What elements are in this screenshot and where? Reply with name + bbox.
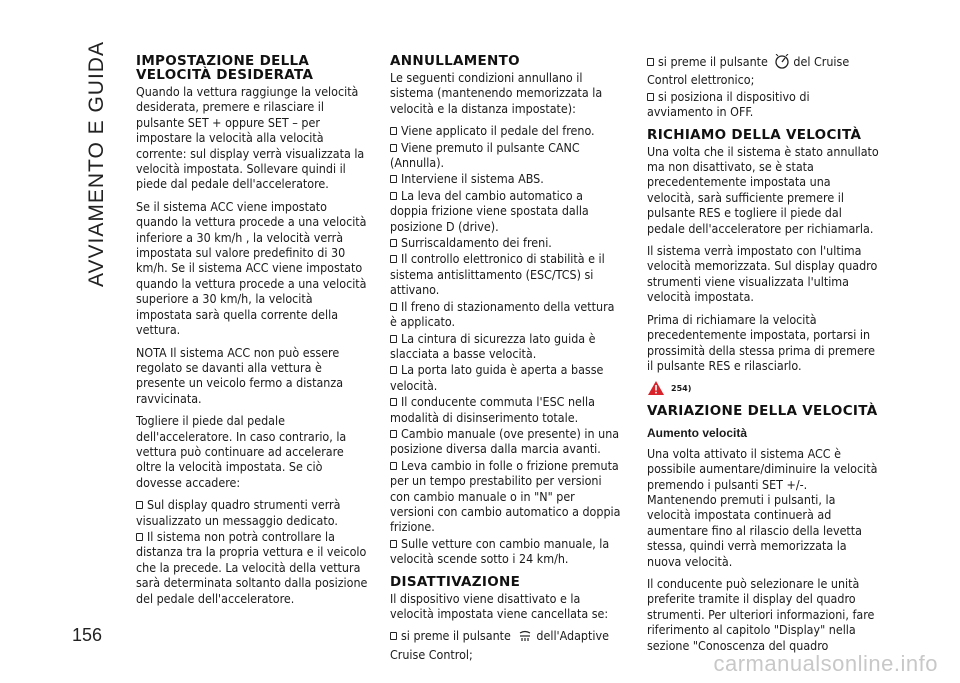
list-item: si preme il pulsante dell'Adaptive Cruise Control; — [390, 628, 609, 662]
paragraph: Se il sistema ACC viene impostato quando la vettura procede a una velocità inferiore a 30 km/h , la velocità verrà impostata sul valore predefinito di 30 km/h. Se il sistema ACC viene impostato quando la vettura procede a una velocità superiore a 30 km/h, la velocità impostata sarà quella corrente della vettura. — [136, 198, 367, 338]
list-item: Il sistema non potrà controllare la distanza tra la propria vettura e il veicolo che la precede. La velocità della vettura sarà determinata soltanto dalla posizione del pedale dell'acceleratore. — [136, 528, 368, 606]
warning-triangle-icon — [647, 380, 665, 396]
bullet-square-icon — [136, 501, 143, 509]
list-item: si posiziona il dispositivo di avviamento in OFF. — [647, 88, 810, 120]
paragraph: Togliere il piede dal pedale dell'acceleratore. In caso contrario, la vettura può continuare ad accelerare oltre la velocità impostata. Se ciò dovesse accadere: — [136, 413, 347, 490]
bullet-square-icon — [390, 540, 397, 548]
list-item: La cintura di sicurezza lato guida è slacciata a basse velocità. — [390, 330, 596, 361]
heading-cancel: ANNULLAMENTO — [390, 53, 520, 69]
warning-reference: 254) — [647, 380, 879, 396]
bullet-square-icon — [390, 255, 397, 263]
heading-speed-recall: RICHIAMO DELLA VELOCITÀ — [647, 126, 862, 143]
bullet-list — [647, 54, 879, 120]
heading-speed-setting: IMPOSTAZIONE DELLA VELOCITÀ DESIDERATA — [136, 53, 314, 83]
list-item: Surriscaldamento dei freni. — [390, 235, 622, 250]
bullet-square-icon — [390, 303, 397, 311]
paragraph: Il dispositivo viene disattivato e la velocità impostata viene cancellata se: — [390, 590, 609, 621]
bullet-square-icon — [390, 462, 397, 470]
bullet-list — [390, 123, 622, 566]
bullet-list — [136, 497, 368, 606]
bullet-square-icon — [390, 398, 397, 406]
bullet-square-icon — [390, 335, 397, 343]
list-item: Sul display quadro strumenti verrà visualizzato un messaggio dedicato. — [136, 497, 341, 528]
bullet-list — [390, 628, 622, 662]
paragraph: Una volta attivato il sistema ACC è possibile aumentare/diminuire la velocità premendo i pulsanti SET +/-. Mantenendo premuti i pulsanti, la velocità impostata continuerà ad aumentare fino al rilascio della levetta stessa, quindi verrà memorizzata la nuova velocità. — [647, 445, 878, 569]
subheading-increase-speed: Aumento velocità — [647, 426, 748, 441]
watermark: carmanualsonline.info — [713, 651, 938, 676]
list-item: Leva cambio in folle o frizione premuta per un tempo prestabilito per versioni con cambio manuale o in "N" per versioni con cambio automatico a doppia frizione. — [390, 457, 621, 535]
bullet-square-icon — [390, 127, 397, 135]
list-item: Cambio manuale (ove presente) in una posizione diversa dalla marcia avanti. — [390, 425, 620, 457]
paragraph: Una volta che il sistema è stato annullato ma non disattivato, se è stata precedentemente impostata una velocità, sarà sufficiente premere il pulsante RES e togliere il piede dal pedale dell'acceleratore per richiamarla. — [647, 143, 879, 236]
list-item: Sulle vetture con cambio manuale, la velocità scende sotto i 24 km/h. — [390, 535, 610, 567]
page-number: 156 — [72, 625, 103, 645]
bullet-square-icon — [647, 93, 654, 101]
paragraph: Prima di richiamare la velocità precedentemente impostata, portarsi in prossimità della stessa prima di premere il pulsante RES e rilasciarlo. — [647, 311, 875, 373]
column-3 — [647, 54, 879, 660]
list-item: Viene applicato il pedale del freno. — [390, 123, 622, 138]
paragraph: Le seguenti condizioni annullano il sistema (mantenendo memorizzata la velocità e la distanza impostate): — [390, 70, 603, 116]
bullet-square-icon — [390, 366, 397, 374]
paragraph: Il conducente può selezionare le unità preferite tramite il display del quadro strumenti. Per ulteriori informazioni, fare riferimento al capitolo "Display" nella sezione "Conoscenza del quadro — [647, 575, 875, 653]
bullet-square-icon — [136, 533, 143, 541]
column-1 — [136, 54, 368, 613]
list-item: La porta lato guida è aperta a basse velocità. — [390, 362, 604, 393]
heading-deactivation: DISATTIVAZIONE — [390, 573, 521, 590]
bullet-square-icon — [390, 430, 397, 438]
list-item: Interviene il sistema ABS. — [390, 171, 622, 186]
list-item: Il controllo elettronico di stabilità e il sistema antislittamento (ESC/TCS) si attivano. — [390, 251, 605, 298]
list-item: La leva del cambio automatico a doppia frizione viene spostata dalla posizione D (drive). — [390, 187, 589, 234]
bullet-square-icon — [390, 192, 397, 200]
paragraph: Quando la vettura raggiunge la velocità desiderata, premere e rilasciare il pulsante SET + oppure SET – per impostare la velocità alla velocità corrente: sul display verrà visualizzata la velocità impostata. Sollevare quindi il piede dal pedale dell'acceleratore. — [136, 84, 365, 192]
list-item: Il freno di stazionamento della vettura è applicato. — [390, 298, 615, 330]
bullet-square-icon — [390, 175, 397, 183]
column-2 — [390, 54, 622, 669]
cruise-control-icon — [774, 54, 790, 72]
list-item: Il conducente commuta l'ESC nella modalità di disinserimento totale. — [390, 394, 595, 425]
bullet-square-icon — [647, 58, 654, 66]
bullet-square-icon — [390, 144, 397, 152]
list-item: Viene premuto il pulsante CANC (Annulla). — [390, 139, 580, 171]
heading-speed-change: VARIAZIONE DELLA VELOCITÀ — [647, 403, 878, 420]
chapter-title: AVVIAMENTO E GUIDA — [85, 41, 108, 287]
list-item: si preme il pulsante del Cruise Control elettronico; — [647, 54, 850, 88]
bullet-square-icon — [390, 632, 397, 640]
note-paragraph: NOTA Il sistema ACC non può essere regolato se davanti alla vettura è presente un veicolo fermo a distanza ravvicinata. — [136, 344, 344, 406]
paragraph: Il sistema verrà impostato con l'ultima velocità memorizzata. Sul display quadro strumenti viene visualizzata l'ultima velocità impostata. — [647, 243, 878, 305]
adaptive-cruise-icon — [517, 630, 533, 646]
bullet-square-icon — [390, 239, 397, 247]
